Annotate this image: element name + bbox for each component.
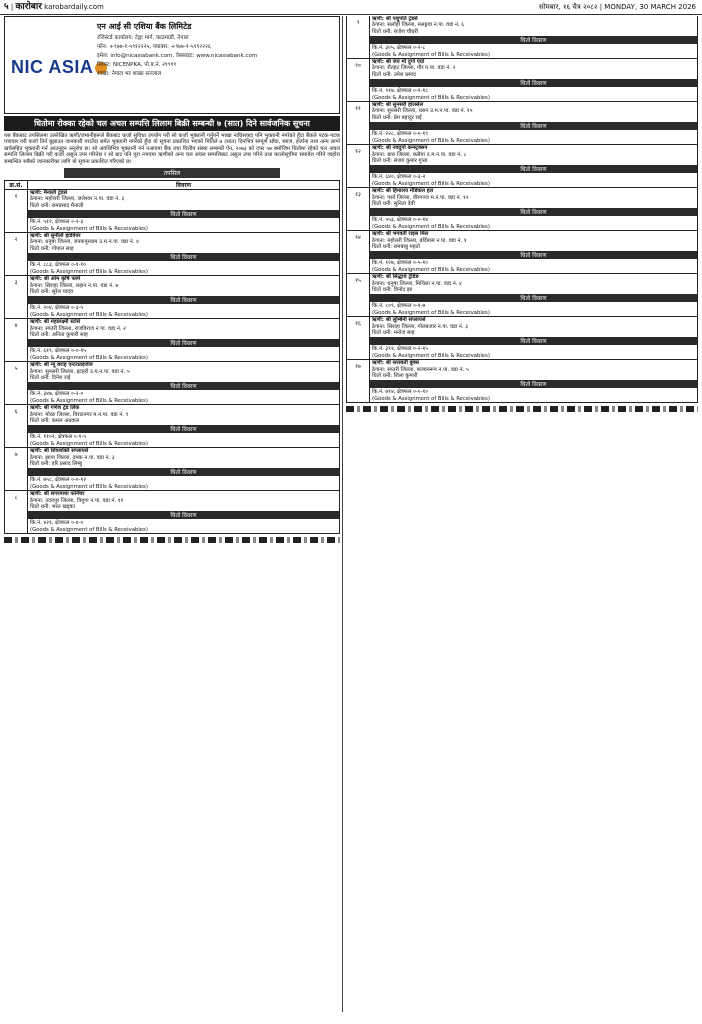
notice-entry — [4, 190, 340, 233]
entry-land: कि.नं. १२७, क्षेत्रफल ०-५-१० — [372, 260, 428, 267]
right-entry-list — [346, 16, 698, 403]
entry-borrower: ऋणी: श्री सिद्धार्थ ट्रेडिङ — [372, 274, 419, 281]
notice-entry — [346, 274, 698, 317]
table-header — [4, 180, 340, 190]
notice-entry — [346, 317, 698, 360]
entry-goods-note: (Goods & Assignment of Bills & Receivables) — [30, 483, 148, 490]
entry-number: १६ — [347, 317, 370, 359]
entry-borrower: ऋणी: श्री सुनसरी होलसेल — [372, 102, 424, 109]
right-column — [346, 16, 698, 1012]
entry-owner: धितो धनी: शिला कुमारी — [372, 373, 418, 380]
col-num-header: क्र.सं. — [5, 181, 28, 189]
entry-collateral-label: धितो विवरण — [370, 208, 697, 216]
entry-borrower: ऋणी: श्री ओम कृषि फार्म — [30, 276, 81, 283]
entry-address: ठेगाना: सिराहा जिल्ला, लहान न.पा. वडा नं. ७ — [30, 282, 119, 289]
bank-address: रजिस्टर्ड कार्यालय: टेङ्गा मार्ग, काठमाडौं, नेपाल — [97, 35, 189, 41]
entry-borrower: ऋणी: श्री लुम्बिनी सप्लायर्स — [372, 317, 426, 324]
entry-body — [28, 448, 339, 490]
left-column — [4, 16, 340, 1012]
entry-collateral-label: धितो विवरण — [28, 425, 339, 433]
notice-entry — [346, 102, 698, 145]
entry-number: ९ — [347, 16, 370, 58]
entry-land: कि.नं. ६४०, क्षेत्रफल ०-३-२ — [372, 174, 426, 181]
entry-collateral-label: धितो विवरण — [370, 337, 697, 345]
entry-collateral-label: धितो विवरण — [28, 339, 339, 347]
entry-collateral-label: धितो विवरण — [370, 122, 697, 130]
entry-body — [370, 360, 697, 402]
entry-owner: धितो धनी: कमल अग्रवाल — [30, 418, 80, 424]
bottom-ribbon-right — [346, 406, 698, 412]
entry-goods-note: (Goods & Assignment of Bills & Receivables) — [372, 94, 490, 101]
entry-address: ठेगाना: पर्सा जिल्ला, वीरगञ्ज म.न.पा. वडा नं. १२ — [372, 194, 469, 201]
entry-body — [370, 102, 697, 144]
notice-entry — [4, 448, 340, 491]
entry-address: ठेगाना: महोत्तरी जिल्ला, बर्दिबास न.पा. वडा नं. १ — [372, 237, 467, 244]
entry-owner: धितो धनी: सुरेश यादव — [30, 288, 73, 295]
entry-owner: धितो धनी: दिनेश राई — [30, 374, 71, 381]
entry-body — [370, 188, 697, 230]
entry-goods-note: (Goods & Assignment of Bills & Receivables) — [372, 395, 490, 402]
bank-email: इमेल: info@nicasiabank.com, वेबसाइट: www.nicasiabank.com — [97, 53, 258, 59]
entry-goods-note: (Goods & Assignment of Bills & Receivables) — [372, 309, 490, 316]
entry-borrower: ऋणी: मैनाली ट्रेडर्स — [30, 190, 68, 197]
entry-owner: धितो धनी: उमेश प्रसाद — [372, 71, 416, 78]
notice-entry — [4, 233, 340, 276]
entry-land: कि.नं. ५५३, क्षेत्रफल ०-०-१४ — [372, 217, 428, 224]
entry-address: ठेगाना: सुनसरी जिल्ला, इटहरी उ.म.न.पा. वडा नं. ५ — [30, 368, 130, 375]
entry-collateral-label: धितो विवरण — [370, 251, 697, 259]
entry-owner: धितो धनी: रामप्रसाद मैनाली — [30, 202, 84, 209]
bank-name: एन आई सी एशिया बैंक लिमिटेड — [97, 22, 192, 31]
notice-entry — [346, 16, 698, 59]
entry-collateral-label: धितो विवरण — [370, 380, 697, 388]
notice-entry — [4, 405, 340, 448]
entry-land: कि.नं. ७५८, क्षेत्रफल ०-०-१२ — [30, 477, 86, 484]
entry-body — [370, 274, 697, 316]
entry-borrower: ऋणी: श्री सरस्वती बुक्स — [372, 360, 420, 367]
entry-borrower: ऋणी: श्री भगवती राइस मिल — [372, 231, 429, 238]
entry-body — [370, 145, 697, 187]
entry-borrower: ऋणी: श्री हिमालय मेडिकल हल — [372, 188, 434, 195]
entry-collateral-label: धितो विवरण — [370, 165, 697, 173]
notice-entry — [346, 231, 698, 274]
entry-land: कि.नं. ९१७, क्षेत्रफल ०-१-१८ — [372, 88, 428, 95]
entry-borrower: ऋणी: श्री न्यू बराह एन्टरप्राइजेज — [30, 362, 93, 369]
entry-body — [28, 276, 339, 318]
entry-collateral-label: धितो विवरण — [370, 79, 697, 87]
entry-body — [370, 16, 697, 58]
entry-address: ठेगाना: सिराहा जिल्ला, गोलबजार न.पा. वडा नं. ३ — [372, 323, 468, 330]
entry-land: कि.नं. २२८, क्षेत्रफल ०-०-१९ — [372, 131, 428, 138]
entry-goods-note: (Goods & Assignment of Bills & Receivables) — [372, 352, 490, 359]
entry-body — [28, 190, 339, 232]
entry-owner: धितो धनी: संजय कुमार गुप्ता — [372, 157, 428, 164]
entry-owner: धितो धनी: राजेश चौधरी — [372, 28, 419, 35]
entry-goods-note: (Goods & Assignment of Bills & Receivables) — [372, 51, 490, 58]
notice-entry — [346, 188, 698, 231]
bank-header — [4, 16, 340, 114]
entry-number: ६ — [5, 405, 28, 447]
notice-entry — [346, 360, 698, 403]
entry-land: कि.नं. ८०९, क्षेत्रफल ०-१-७ — [372, 303, 426, 310]
entry-land: कि.नं. ८८३, क्षेत्रफल ०-१-१० — [30, 262, 86, 269]
entry-number: १३ — [347, 188, 370, 230]
entry-collateral-label: धितो विवरण — [28, 210, 339, 218]
entry-borrower: ऋणी: श्री गणेश ट्रेड लिंक — [30, 405, 80, 412]
page-header — [0, 0, 702, 15]
entry-land: कि.नं. ४२१, क्षेत्रफल ०-४-० — [30, 520, 84, 527]
entry-address: ठेगाना: सप्तरी जिल्ला, राजविराज न.पा. वडा नं. २ — [30, 325, 126, 332]
entry-borrower: ऋणी: श्री शिवशक्ति सप्लायर्स — [30, 448, 89, 455]
table-label: तपसिल — [64, 168, 280, 178]
notice-entry — [346, 59, 698, 102]
entry-body — [370, 231, 697, 273]
entry-goods-note: (Goods & Assignment of Bills & Receivables) — [30, 526, 148, 533]
entry-owner: धितो धनी: मनोज साह — [372, 330, 415, 337]
notice-entry — [346, 145, 698, 188]
header-left: ५ | कारोबार karobardaily.com — [4, 2, 104, 12]
entry-goods-note: (Goods & Assignment of Bills & Receivables) — [372, 223, 490, 230]
entry-borrower: ऋणी: श्री सगरमाथा फर्निचर — [30, 491, 85, 498]
entry-body — [370, 59, 697, 101]
entry-number: ८ — [5, 491, 28, 533]
entry-goods-note: (Goods & Assignment of Bills & Receivables) — [30, 311, 148, 318]
entry-owner: धितो धनी: विनोद झा — [372, 287, 413, 293]
entry-number: १२ — [347, 145, 370, 187]
entry-land: कि.नं. ६१९, क्षेत्रफल ०-०-१५ — [30, 348, 86, 355]
entry-owner: धितो धनी: सुनिता देवी — [372, 200, 415, 207]
notice-entry — [4, 276, 340, 319]
entry-goods-note: (Goods & Assignment of Bills & Receivables) — [372, 137, 490, 144]
entry-borrower: ऋणी: श्री पशुपति ट्रेडर्स — [372, 16, 418, 22]
entry-address: ठेगाना: धनुषा जिल्ला, मिथिला न.पा. वडा नं. ४ — [372, 280, 462, 287]
entry-owner: धितो धनी: प्रेम बहादुर राई — [372, 114, 422, 121]
entry-goods-note: (Goods & Assignment of Bills & Receivables) — [30, 225, 148, 232]
entry-collateral-label: धितो विवरण — [370, 294, 697, 302]
entry-collateral-label: धितो विवरण — [28, 382, 339, 390]
entry-body — [28, 319, 339, 361]
entry-address: ठेगाना: सर्लाही जिल्ला, मलङ्गवा न.पा. वडा नं. ६ — [372, 22, 465, 29]
entry-number: ११ — [347, 102, 370, 144]
entry-land: कि.नं. ३०५, क्षेत्रफल ०-२-८ — [372, 45, 426, 52]
entry-goods-note: (Goods & Assignment of Bills & Receivables) — [30, 440, 148, 447]
entry-number: १७ — [347, 360, 370, 402]
entry-body — [28, 491, 339, 533]
entry-number: १५ — [347, 274, 370, 316]
entry-borrower: ऋणी: श्री नवदुर्गा कन्स्ट्रक्सन — [372, 145, 428, 152]
entry-goods-note: (Goods & Assignment of Bills & Receivables) — [30, 354, 148, 361]
column-divider — [342, 16, 343, 1012]
bank-swift: स्विफ्ट: NICENPKA, पो.ब.नं. २१९१९ — [97, 62, 177, 68]
entry-number: ७ — [5, 448, 28, 490]
entry-number: १० — [347, 59, 370, 101]
entry-body — [28, 233, 339, 275]
entry-address: ठेगाना: रौतहट जिल्ला, गौर न.पा. वडा नं. २ — [372, 65, 456, 72]
entry-address: ठेगाना: मोरङ जिल्ला, विराटनगर म.न.पा. वडा नं. ९ — [30, 411, 129, 418]
entry-address: ठेगाना: झापा जिल्ला, दमक न.पा. वडा नं. ३ — [30, 454, 115, 461]
entry-address: ठेगाना: सप्तरी जिल्ला, कञ्चनरूप न.पा. वडा नं. ५ — [372, 366, 469, 373]
entry-goods-note: (Goods & Assignment of Bills & Receivables) — [30, 268, 148, 275]
entry-owner: धितो धनी: रामबाबु महतो — [372, 243, 420, 250]
entry-collateral-label: धितो विवरण — [28, 468, 339, 476]
page-date: सोमबार, १६ चैत्र २०८२ | MONDAY, 30 MARCH 2026 — [539, 3, 696, 11]
entry-land: कि.नं. ७१४, क्षेत्रफल ०-०-१० — [372, 389, 428, 396]
entry-goods-note: (Goods & Assignment of Bills & Receivables) — [30, 397, 148, 404]
entry-goods-note: (Goods & Assignment of Bills & Receivables) — [372, 180, 490, 187]
entry-owner: धितो धनी: हरि प्रसाद लिम्बु — [30, 461, 82, 468]
entry-number: १ — [5, 190, 28, 232]
entry-owner: धितो धनी: भरत खड्का — [30, 504, 75, 511]
entry-land: कि.नं. ३९२, क्षेत्रफल ०-२-१५ — [372, 346, 428, 353]
entry-body — [370, 317, 697, 359]
page-number: ५ — [4, 2, 9, 12]
entry-land: कि.नं. ५१२, क्षेत्रफल ०-२-३ — [30, 219, 84, 226]
entry-goods-note: (Goods & Assignment of Bills & Receivables) — [372, 266, 490, 273]
entry-collateral-label: धितो विवरण — [370, 36, 697, 44]
left-entry-list — [4, 190, 340, 534]
notice-entry — [4, 319, 340, 362]
entry-address: ठेगाना: सुनसरी जिल्ला, धरान उ.म.न.पा. वडा नं. १५ — [372, 108, 473, 115]
section-name: कारोबार — [15, 2, 42, 12]
entry-collateral-label: धितो विवरण — [28, 253, 339, 261]
col-details-header: विवरण — [175, 182, 192, 190]
entry-borrower: ऋणी: श्री जय माँ दुर्गा एग्रो — [372, 59, 425, 66]
entry-land: कि.नं. ११०२, क्षेत्रफल ०-१-५ — [30, 434, 86, 441]
entry-address: ठेगाना: उदयपुर जिल्ला, त्रियुगा न.पा. वडा नं. ११ — [30, 497, 124, 504]
entry-address: ठेगाना: महोत्तरी जिल्ला, जलेश्वर न.पा. वडा नं. ३ — [30, 196, 125, 203]
notice-title: धितोमा रोक्का रहेको चल अचल सम्पत्ति लिलाम बिक्री सम्बन्धी ७ (सात) दिने सार्वजनिक सूचना — [4, 116, 340, 131]
entry-number: २ — [5, 233, 28, 275]
notice-entry — [4, 491, 340, 534]
entry-collateral-label: धितो विवरण — [28, 296, 339, 304]
entry-number: ४ — [5, 319, 28, 361]
entry-number: ५ — [5, 362, 28, 404]
entry-address: ठेगाना: धनुषा जिल्ला, जनकपुरधाम उ.म.न.पा. वडा नं. ४ — [30, 239, 139, 246]
entry-land: कि.नं. २०४, क्षेत्रफल ०-३-५ — [30, 305, 84, 312]
entry-number: ३ — [5, 276, 28, 318]
entry-collateral-label: धितो विवरण — [28, 511, 339, 519]
entry-address: ठेगाना: बारा जिल्ला, कलैया उ.म.न.पा. वडा नं. ८ — [372, 151, 467, 158]
entry-number: १४ — [347, 231, 370, 273]
entry-owner: धितो धनी: अनिता कुमारी साह — [30, 331, 88, 338]
entry-owner: धितो धनी: गोपाल साह — [30, 245, 74, 252]
entry-body — [28, 405, 339, 447]
bank-phone: फोन: +९७७-१-५९१२२२५, फ्याक्स: +९७७-१-५९१२२२६ — [97, 44, 211, 50]
notice-entry — [4, 362, 340, 405]
notice-intro: यस बैंकबाट तपसिलमा उल्लेखित ऋणी/जमानीहरूले बैंकबाट कर्जा सुविधा उपयोग गरी सो कर्जा भुक्तानी गर्नुपर्ने भाखा नाघिसक्दा पनि भुक्तानी नगरेको हुँदा बैंकले पटक-पटक पत्राचार गरी कर्जा तिर्न बुझाउन जानकारी गराउँदा समेत भुक्तानी नगरेको हुँदा यो सूचना प्रकाशित भएको मितिले ७ (सात) दिनभित्र सम्पूर्ण साँवा, ब्याज, हर्जाना तथा अन्य लाग्ने खर्चसहित भुक्तानी गर्न आउनुहुन अनुरोध छ। सो अवधिभित्र भुक्तानी गर्न नआएमा बैंक तथा वित्तीय संस्था सम्बन्धी ऐन, २०७३ को दफा ५७ बमोजिम धितोमा रहेको चल अचल सम्पत्ति लिलाम बिक्री गरी कर्जा असुल उपर गरिनेछ र सो बाट पनि पूरा नभएमा ऋणीको अन्य चल अचल सम्पत्तिबाट असुल उपर गरिने तथा कालोसूचीमा समावेश गरिने व्यहोरा सम्बन्धित सबैको जानकारीका लागि यो सूचना प्रकाशित गरिएको छ। — [4, 133, 340, 165]
bank-logo: NIC ASIA — [11, 57, 107, 78]
entry-borrower: ऋणी: श्री सुनौलो हार्डवेयर — [30, 233, 81, 240]
entry-borrower: ऋणी: श्री महालक्ष्मी स्टोर्स — [30, 319, 81, 326]
site-name: karobardaily.com — [44, 3, 104, 11]
bottom-ribbon — [4, 537, 340, 543]
bank-branch: शाखा: नेपाल भर शाखा सञ्जाल — [97, 71, 162, 77]
entry-land: कि.नं. ३४७, क्षेत्रफल ०-२-० — [30, 391, 84, 398]
entry-body — [28, 362, 339, 404]
